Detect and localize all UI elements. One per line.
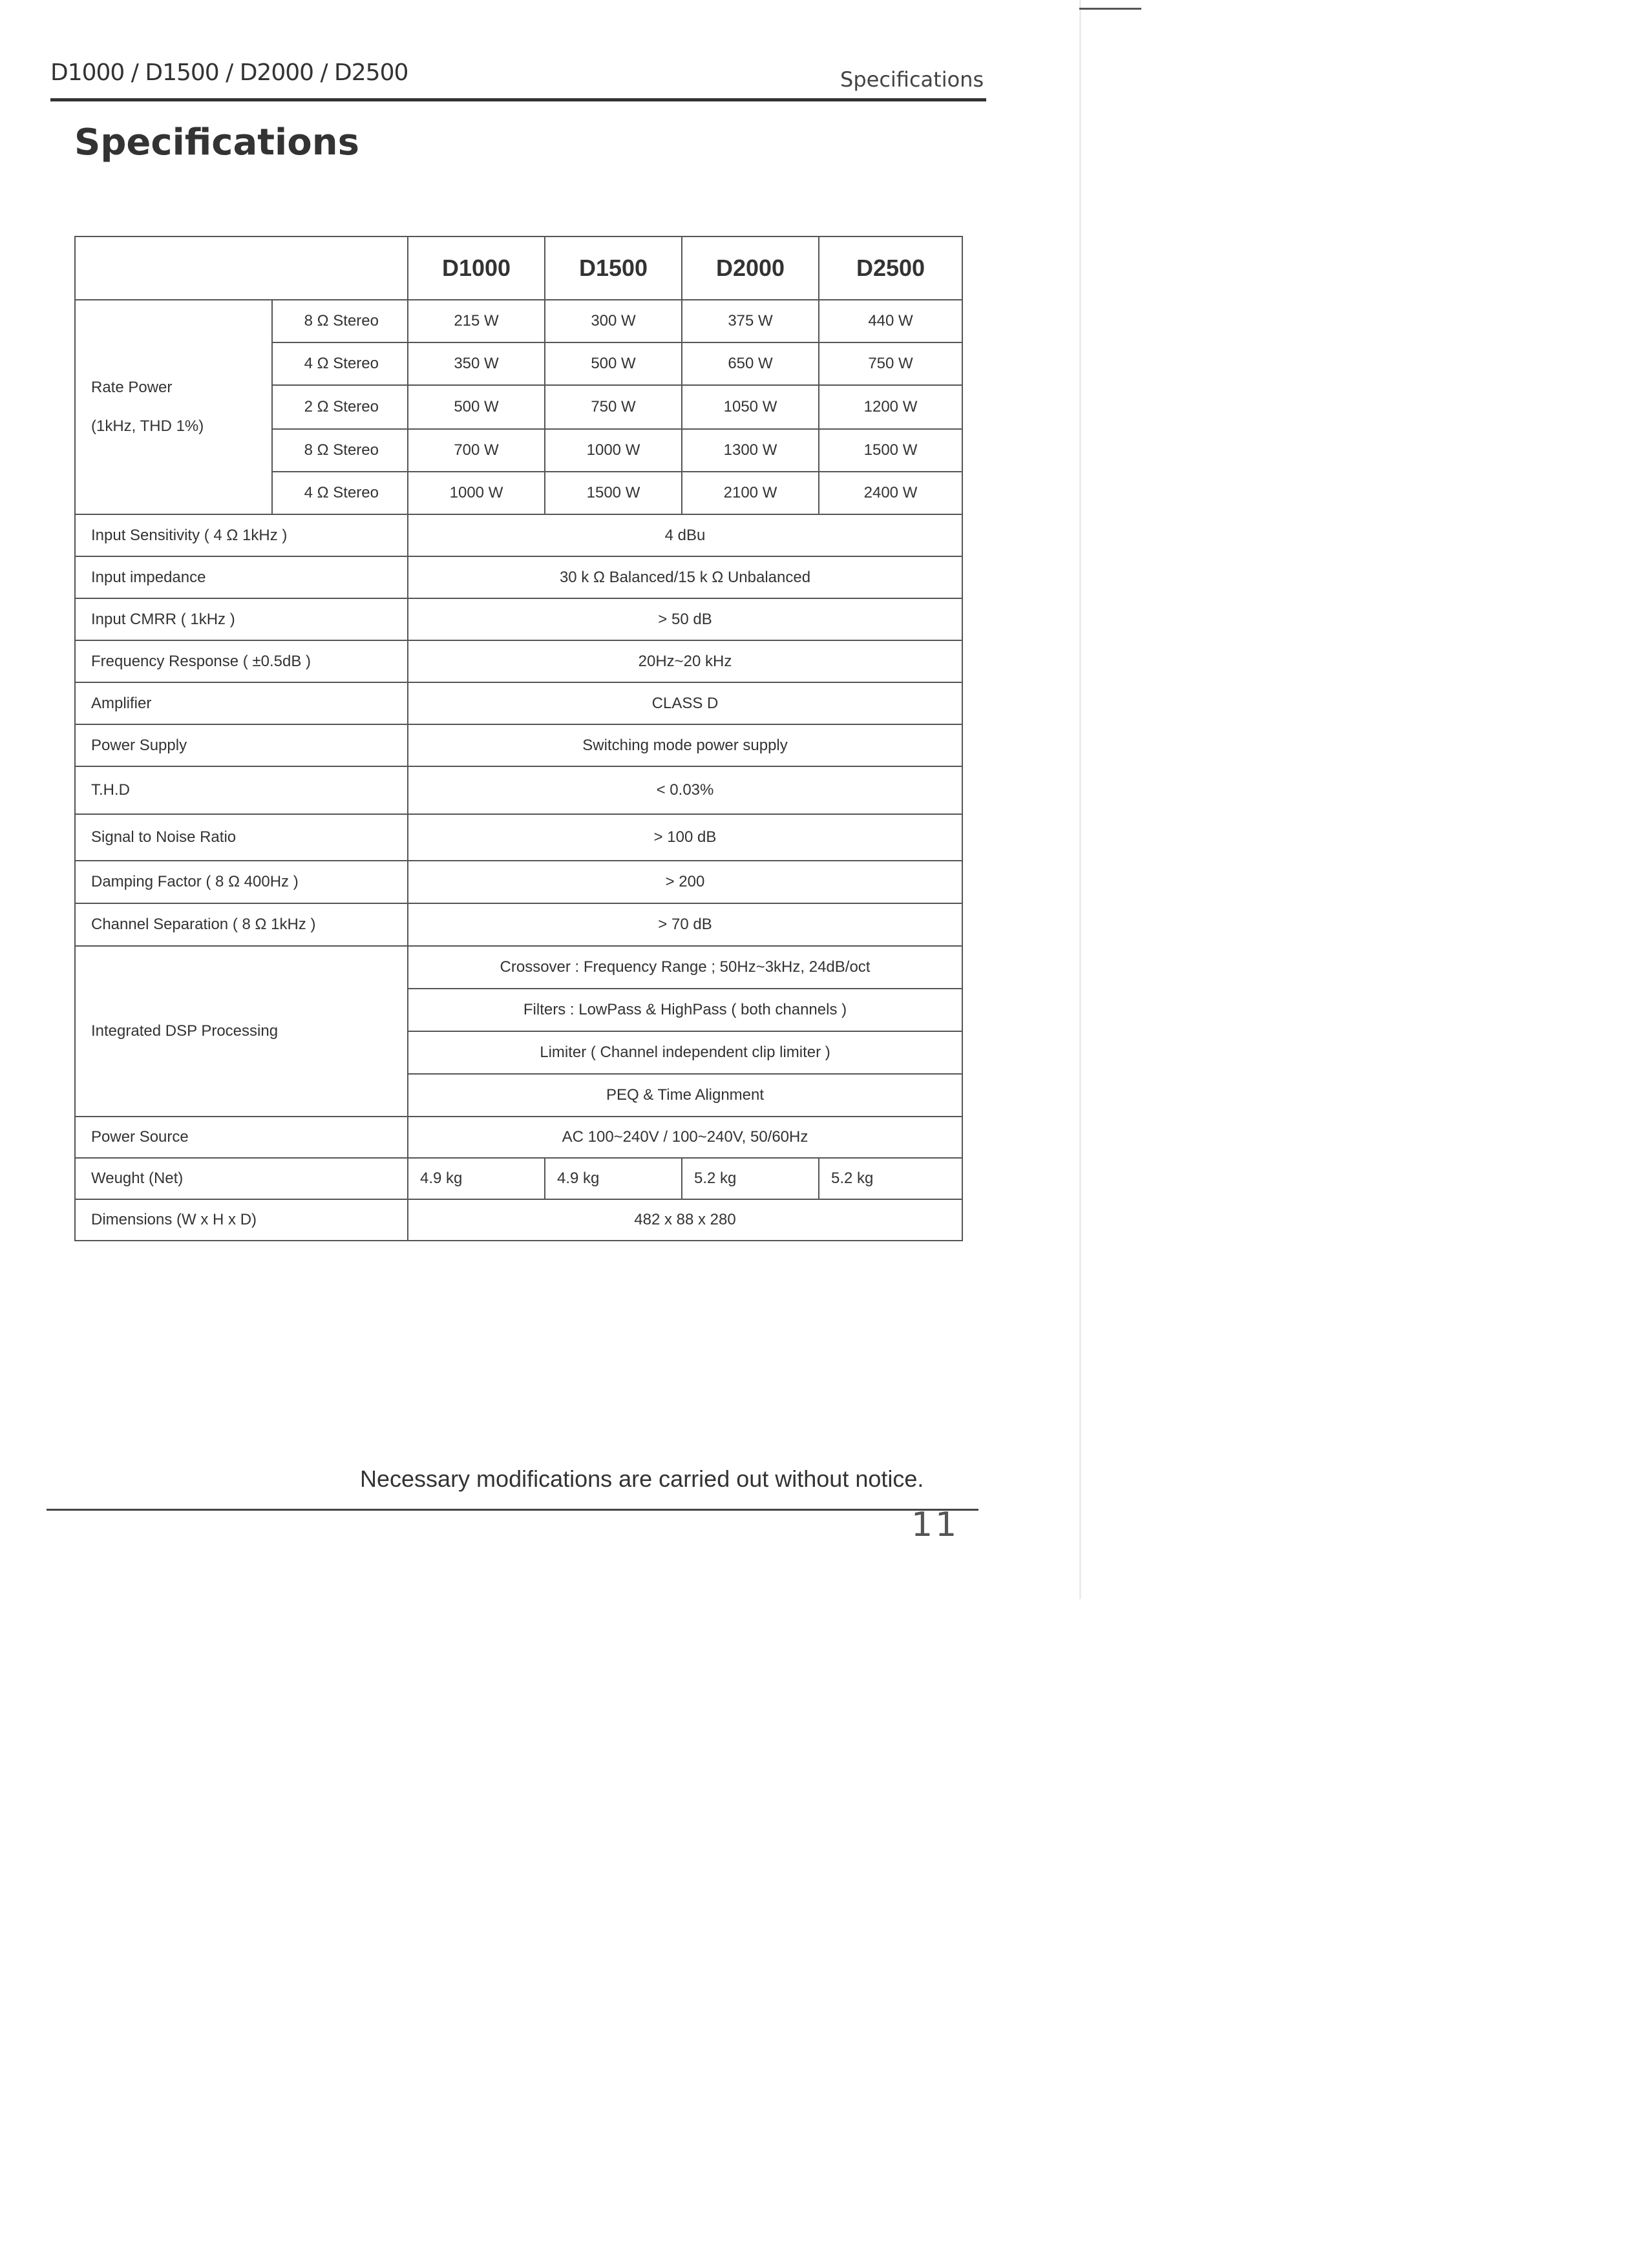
power-value: 700 W xyxy=(408,429,545,472)
spec-label: Damping Factor ( 8 Ω 400Hz ) xyxy=(75,861,408,903)
model-header: D2000 xyxy=(682,236,819,300)
header-rule xyxy=(50,98,986,101)
spec-value: > 70 dB xyxy=(408,903,962,946)
spec-value: > 200 xyxy=(408,861,962,903)
table-row xyxy=(75,514,962,556)
table-row xyxy=(75,1158,962,1199)
load-label: 8 Ω Stereo xyxy=(272,300,408,342)
power-value: 650 W xyxy=(682,342,819,385)
running-head-models: D1000 / D1500 / D2000 / D2500 xyxy=(50,59,408,86)
power-value: 500 W xyxy=(545,342,682,385)
table-row xyxy=(75,556,962,598)
load-label: 4 Ω Stereo xyxy=(272,342,408,385)
power-value: 2400 W xyxy=(819,472,962,514)
spec-label: T.H.D xyxy=(75,766,408,814)
spec-label: Signal to Noise Ratio xyxy=(75,814,408,861)
scan-page-edge xyxy=(1079,0,1081,1599)
spec-label: Amplifier xyxy=(75,682,408,724)
footer-note: Necessary modifications are carried out without notice. xyxy=(360,1465,924,1492)
spec-label: Input impedance xyxy=(75,556,408,598)
power-value: 1500 W xyxy=(545,472,682,514)
weight-value: 5.2 kg xyxy=(819,1158,962,1199)
table-row xyxy=(75,1117,962,1158)
table-row xyxy=(75,598,962,640)
power-value: 750 W xyxy=(545,385,682,429)
table-header-row xyxy=(75,236,962,300)
load-label: 8 Ω Stereo xyxy=(272,429,408,472)
spec-label: Channel Separation ( 8 Ω 1kHz ) xyxy=(75,903,408,946)
table-row xyxy=(75,724,962,766)
spec-value: 20Hz~20 kHz xyxy=(408,640,962,682)
power-value: 375 W xyxy=(682,300,819,342)
spec-value: < 0.03% xyxy=(408,766,962,814)
table-row xyxy=(75,640,962,682)
weight-value: 5.2 kg xyxy=(682,1158,819,1199)
page-title: Specifications xyxy=(74,121,359,163)
rate-power-label-line2: (1kHz, THD 1%) xyxy=(91,417,204,435)
table-row xyxy=(75,1199,962,1241)
power-value: 440 W xyxy=(819,300,962,342)
specifications-table xyxy=(74,236,963,1241)
spec-value: 30 k Ω Balanced/15 k Ω Unbalanced xyxy=(408,556,962,598)
footer-rule xyxy=(47,1509,978,1511)
weight-value: 4.9 kg xyxy=(545,1158,682,1199)
spec-value: 482 x 88 x 280 xyxy=(408,1199,962,1241)
spec-value: AC 100~240V / 100~240V, 50/60Hz xyxy=(408,1117,962,1158)
page-number: 11 xyxy=(911,1506,960,1544)
dsp-item: PEQ & Time Alignment xyxy=(408,1074,962,1117)
model-header: D1500 xyxy=(545,236,682,300)
spec-label: Power Supply xyxy=(75,724,408,766)
header-blank-cell xyxy=(75,236,408,300)
rate-power-label-line1: Rate Power xyxy=(91,379,173,396)
spec-label: Power Source xyxy=(75,1117,408,1158)
spec-value: 4 dBu xyxy=(408,514,962,556)
power-value: 1000 W xyxy=(408,472,545,514)
dsp-item: Filters : LowPass & HighPass ( both channels ) xyxy=(408,989,962,1031)
power-value: 215 W xyxy=(408,300,545,342)
load-label: 2 Ω Stereo xyxy=(272,385,408,429)
running-head-section: Specifications xyxy=(840,67,984,92)
spec-label: Input Sensitivity ( 4 Ω 1kHz ) xyxy=(75,514,408,556)
weight-value: 4.9 kg xyxy=(408,1158,545,1199)
power-value: 2100 W xyxy=(682,472,819,514)
table-row xyxy=(75,861,962,903)
power-value: 1500 W xyxy=(819,429,962,472)
power-value: 1200 W xyxy=(819,385,962,429)
spec-value: > 50 dB xyxy=(408,598,962,640)
dsp-item: Limiter ( Channel independent clip limiter ) xyxy=(408,1031,962,1074)
dsp-item: Crossover : Frequency Range ; 50Hz~3kHz, 24dB/oct xyxy=(408,946,962,989)
spec-value: > 100 dB xyxy=(408,814,962,861)
power-value: 1300 W xyxy=(682,429,819,472)
power-value: 350 W xyxy=(408,342,545,385)
scan-edge-mark xyxy=(1079,8,1141,10)
table-row xyxy=(75,766,962,814)
spec-label: Frequency Response ( ±0.5dB ) xyxy=(75,640,408,682)
model-header: D1000 xyxy=(408,236,545,300)
spec-label: Dimensions (W x H x D) xyxy=(75,1199,408,1241)
table-row xyxy=(75,300,962,342)
spec-label: Input CMRR ( 1kHz ) xyxy=(75,598,408,640)
spec-value: Switching mode power supply xyxy=(408,724,962,766)
table-row xyxy=(75,903,962,946)
load-label: 4 Ω Stereo xyxy=(272,472,408,514)
table-row xyxy=(75,946,962,989)
power-value: 750 W xyxy=(819,342,962,385)
table-row xyxy=(75,814,962,861)
table-row xyxy=(75,682,962,724)
power-value: 1050 W xyxy=(682,385,819,429)
power-value: 1000 W xyxy=(545,429,682,472)
spec-value: CLASS D xyxy=(408,682,962,724)
power-value: 300 W xyxy=(545,300,682,342)
spec-label: Weught (Net) xyxy=(75,1158,408,1199)
model-header: D2500 xyxy=(819,236,962,300)
dsp-label: Integrated DSP Processing xyxy=(75,946,408,1117)
power-value: 500 W xyxy=(408,385,545,429)
rate-power-label xyxy=(75,300,272,514)
